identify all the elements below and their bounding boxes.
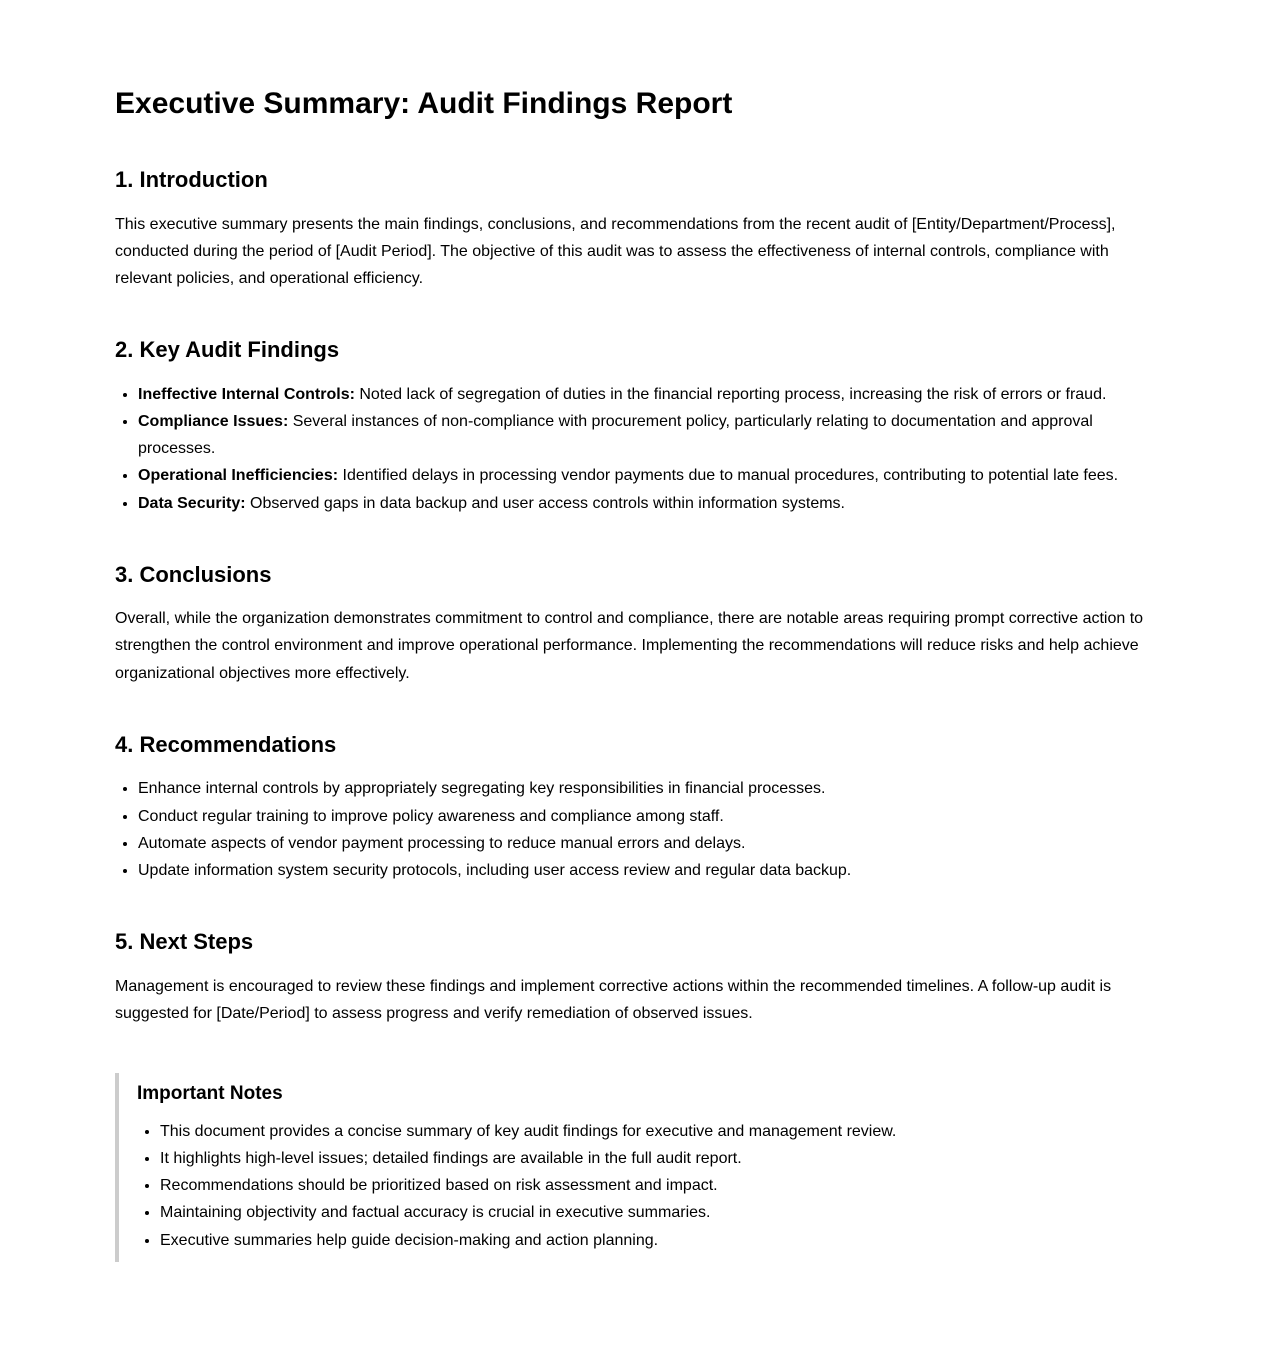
list-item [138, 490, 1163, 517]
introduction-paragraph: This executive summary presents the main findings, conclusions, and recommendations from the recent audit of [Entity/Department/Process], conducted during the period of [Audit Period]. The objective of this audit was to assess the effectiveness of internal controls, compliance with relevant policies, and operational efficiency. [115, 215, 1116, 287]
note-item: • Maintaining objectivity and factual accuracy is crucial in executive summaries. [160, 1199, 1163, 1226]
conclusions-paragraph: Overall, while the organization demonstrates commitment to control and compliance, there are notable areas requiring prompt corrective action to strengthen the control environment and improve operational performance. Implementing the recommendations will reduce risks and help achieve organizational objectives more effectively. [115, 610, 1144, 682]
document-page [115, 0, 1163, 1372]
important-notes-callout [115, 1073, 1163, 1262]
note-item: • Executive summaries help guide decision-making and action planning. [160, 1227, 1163, 1254]
important-notes-heading: Important Notes [137, 1083, 283, 1105]
recommendations-list [115, 775, 1163, 884]
list-item [138, 462, 1163, 489]
important-notes-list [137, 1118, 1163, 1254]
finding-text: Identified delays in processing vendor payments due to manual procedures, contributing to potential late fees. [338, 467, 1119, 485]
note-item: • It highlights high-level issues; detailed findings are available in the full audit report. [160, 1145, 1163, 1172]
recommendations-heading: 4. Recommendations [115, 731, 337, 757]
key-findings-list [115, 381, 1163, 517]
key-audit-findings-heading: 2. Key Audit Findings [115, 337, 340, 363]
conclusions-heading: 3. Conclusions [115, 561, 272, 587]
list-item [138, 381, 1163, 408]
document-title: Executive Summary: Audit Findings Report [115, 87, 733, 120]
list-item: • Update information system security protocols, including user access review and regular data backup. [138, 857, 1163, 884]
introduction-heading: 1. Introduction [115, 167, 268, 192]
section-introduction [115, 166, 1163, 292]
list-item: • Automate aspects of vendor payment processing to reduce manual errors and delays. [138, 830, 1163, 857]
note-item: • Recommendations should be prioritized based on risk assessment and impact. [160, 1172, 1163, 1199]
finding-label: Ineffective Internal Controls: [138, 385, 355, 403]
finding-label: Data Security: [138, 494, 246, 512]
section-next-steps [115, 928, 1163, 1027]
finding-text: Noted lack of segregation of duties in the financial reporting process, increasing the risk of errors or fraud. [354, 385, 1107, 403]
next-steps-paragraph: Management is encouraged to review these findings and implement corrective actions within the recommended timelines. A follow-up audit is suggested for [Date/Period] to assess progress and verify remediation of observed issues. [115, 977, 1112, 1022]
note-item: • This document provides a concise summary of key audit findings for executive and management review. [160, 1118, 1163, 1145]
list-item: • Conduct regular training to improve policy awareness and compliance among staff. [138, 803, 1163, 830]
finding-text: Several instances of non-compliance with procurement policy, particularly relating to documentation and approval processes. [138, 412, 1093, 458]
section-key-audit-findings [115, 336, 1163, 517]
finding-label: Operational Inefficiencies: [138, 467, 339, 485]
next-steps-heading: 5. Next Steps [115, 929, 254, 955]
section-conclusions [115, 561, 1163, 687]
section-recommendations [115, 731, 1163, 884]
finding-text: Observed gaps in data backup and user access controls within information systems. [245, 494, 845, 512]
list-item [138, 408, 1163, 462]
finding-label: Compliance Issues: [138, 412, 289, 430]
list-item: • Enhance internal controls by appropriately segregating key responsibilities in financial processes. [138, 775, 1163, 802]
